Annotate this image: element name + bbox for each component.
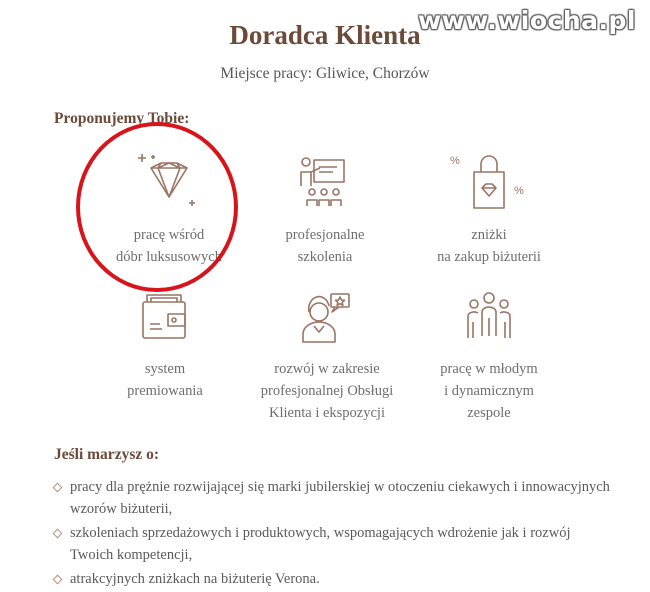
offer-label: pracę w młodym i dynamicznym zespole <box>440 361 538 421</box>
red-highlight-circle <box>76 122 238 292</box>
offer-label: rozwój w zakresie profesjonalnej Obsługi Klienta i ekspozycji <box>260 361 394 421</box>
shopping-bag-discount-icon <box>444 150 534 214</box>
diamond-bullet-icon <box>53 529 63 539</box>
offer-item-team <box>394 290 584 424</box>
diamond-bullet-icon <box>53 575 63 585</box>
dreams-list <box>52 476 612 592</box>
job-location: Miejsce pracy: Gliwice, Chorzów <box>220 65 430 82</box>
offer-label: zniżki na zakup biżuterii <box>437 227 541 265</box>
dreams-heading: Jeśli marzysz o: <box>54 446 160 463</box>
diamond-bullet-icon <box>53 483 63 493</box>
team-people-icon <box>454 290 524 346</box>
list-item-text: atrakcyjnych zniżkach na biżuterię Verona. <box>70 571 320 587</box>
list-item-text: pracy dla prężnie rozwijającej się marki jubilerskiej w otoczeniu ciekawych i innowacyjnych wzorów biżuterii, <box>70 479 610 517</box>
list-item <box>52 476 612 520</box>
offer-label: system premiowania <box>127 361 203 399</box>
svg-text:%: % <box>450 155 460 167</box>
svg-text:%: % <box>514 185 524 197</box>
page-title: Doradca Klienta <box>229 20 421 50</box>
customer-service-icon <box>287 290 367 346</box>
offer-label: profesjonalne szkolenia <box>285 227 365 265</box>
wallet-cards-icon <box>130 290 200 346</box>
offer-label: pracę wśród dóbr luksusowych <box>116 227 222 265</box>
offer-item-training <box>230 150 420 268</box>
list-item-text: szkoleniach sprzedażowych i produktowych, wspomagających wdrożenie jak i rozwój Twoich kompetencji, <box>70 525 571 563</box>
offer-item-discount <box>394 150 584 268</box>
presentation-training-icon <box>290 150 360 214</box>
list-item <box>52 568 612 590</box>
list-item <box>52 522 612 566</box>
offer-heading: Proponujemy Tobie: <box>54 110 190 127</box>
site-watermark: www.wiocha.pl <box>418 6 636 35</box>
